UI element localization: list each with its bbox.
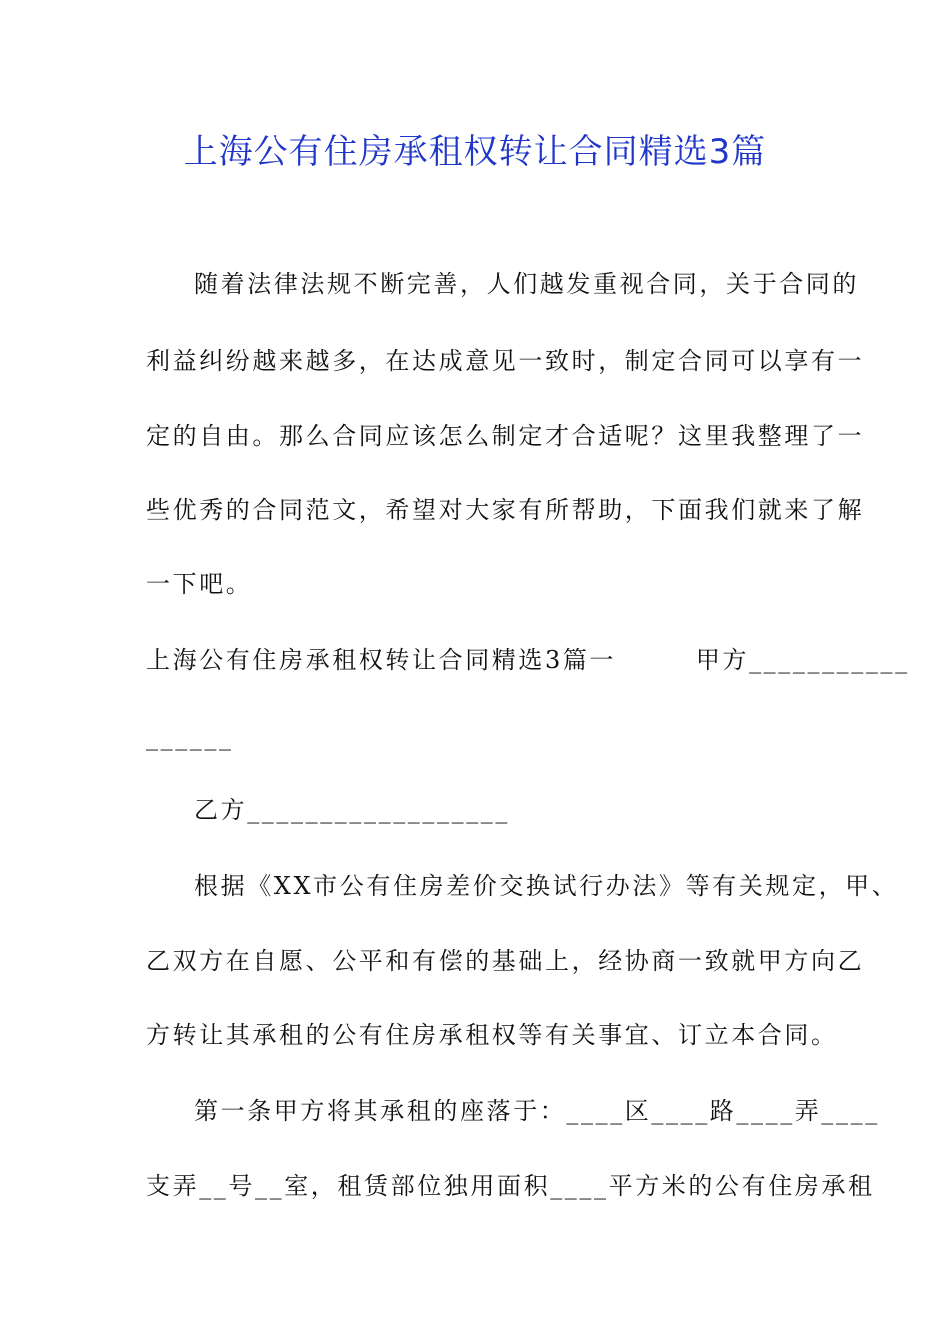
paragraph-line: 定的自由。那么合同应该怎么制定才合适呢？这里我整理了一 <box>146 422 865 450</box>
party-b-line: 乙方__________________ <box>194 796 510 824</box>
document-title: 上海公有住房承租权转让合同精选3篇 <box>183 132 767 172</box>
paragraph-line: 利益纠纷越来越多，在达成意见一致时，制定合同可以享有一 <box>146 347 865 375</box>
article-line: 第一条甲方将其承租的座落于：____区____路____弄____ <box>194 1097 880 1125</box>
paragraph-line: 乙双方在自愿、公平和有偿的基础上，经协商一致就甲方向乙 <box>146 947 865 975</box>
section-heading-line: 上海公有住房承租权转让合同精选3篇一 甲方___________ <box>146 646 910 674</box>
paragraph-line: 方转让其承租的公有住房承租权等有关事宜、订立本合同。 <box>146 1021 838 1049</box>
article-line: 支弄__号__室，租赁部位独用面积____平方米的公有住房承租 <box>146 1172 875 1200</box>
paragraph-line: 些优秀的合同范文，希望对大家有所帮助，下面我们就来了解 <box>146 496 865 524</box>
paragraph-line: 随着法律法规不断完善，人们越发重视合同，关于合同的 <box>194 270 859 298</box>
paragraph-line: 根据《XX市公有住房差价交换试行办法》等有关规定，甲、 <box>194 872 899 900</box>
paragraph-line: 一下吧。 <box>146 570 253 598</box>
blank-line: ______ <box>146 723 234 751</box>
